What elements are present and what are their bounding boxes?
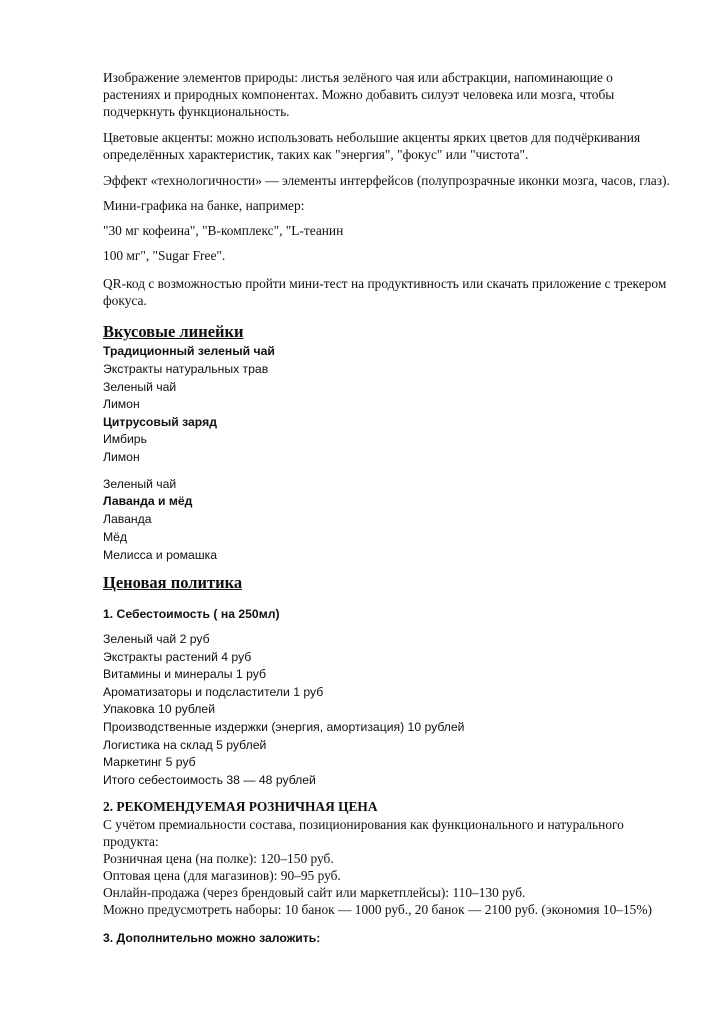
cost-item: Логистика на склад 5 рублей (103, 738, 267, 752)
intro-line: 100 мг", "Sugar Free". (103, 248, 226, 263)
flavor-ingredient: Лимон (103, 450, 140, 464)
flavor-ingredient: Экстракты натуральных трав (103, 362, 269, 376)
flavor-ingredient: Мелисса и ромашка (103, 548, 217, 562)
intro-line: растениях и природных компонентах. Можно добавить силуэт человека или мозга, чтобы (103, 87, 615, 102)
flavor-ingredient: Имбирь (103, 432, 147, 446)
intro-line: подчеркнуть функциональность. (103, 104, 290, 119)
retail-line: Можно предусмотреть наборы: 10 банок — 1000 руб., 20 банок — 2100 руб. (экономия 10–15%) (103, 902, 652, 917)
flavor-title: Традиционный зеленый чай (103, 344, 275, 358)
intro-line: Изображение элементов природы: листья зелёного чая или абстракции, напоминающие о (103, 70, 613, 85)
extra-heading: 3. Дополнительно можно заложить: (103, 931, 321, 945)
intro-line: QR-код с возможностью пройти мини-тест на продуктивность или скачать приложение с трекером (103, 276, 667, 291)
cost-heading: 1. Себестоимость ( на 250мл) (103, 607, 280, 621)
retail-line: продукта: (103, 834, 159, 849)
intro-line: фокуса. (103, 293, 147, 308)
cost-item: Маркетинг 5 руб (103, 755, 196, 769)
retail-line: Оптовая цена (для магазинов): 90–95 руб. (103, 868, 341, 883)
cost-item: Зеленый чай 2 руб (103, 632, 210, 646)
flavor-ingredient: Лимон (103, 397, 140, 411)
cost-total: Итого себестоимость 38 — 48 рублей (103, 773, 316, 787)
cost-item: Ароматизаторы и подсластители 1 руб (103, 685, 324, 699)
intro-line: "30 мг кофеина", "B-комплекс", "L-теанин (103, 223, 344, 238)
intro-line: Цветовые акценты: можно использовать небольшие акценты ярких цветов для подчёркивания (103, 130, 641, 145)
retail-line: Онлайн-продажа (через брендовый сайт или маркетплейсы): 110–130 руб. (103, 885, 526, 900)
flavor-ingredient: Зеленый чай (103, 477, 177, 491)
flavor-ingredient: Лаванда (103, 512, 152, 526)
flavor-ingredient: Мёд (103, 530, 128, 544)
flavors-heading: Вкусовые линейки (103, 322, 244, 341)
cost-item: Экстракты растений 4 руб (103, 650, 252, 664)
cost-item: Производственные издержки (энергия, амортизация) 10 рублей (103, 720, 465, 734)
pricing-heading: Ценовая политика (103, 573, 243, 592)
flavor-title: Цитрусовый заряд (103, 415, 217, 429)
retail-heading: 2. РЕКОМЕНДУЕМАЯ РОЗНИЧНАЯ ЦЕНА (103, 799, 378, 814)
intro-line: определённых характеристик, таких как "энергия", "фокус" или "чистота". (103, 147, 529, 162)
cost-item: Упаковка 10 рублей (103, 702, 216, 716)
cost-item: Витамины и минералы 1 руб (103, 667, 266, 681)
flavor-ingredient: Зеленый чай (103, 380, 177, 394)
intro-line: Эффект «технологичности» — элементы интерфейсов (полупрозрачные иконки мозга, часов, глаз). (103, 173, 670, 188)
retail-line: Розничная цена (на полке): 120–150 руб. (103, 851, 334, 866)
intro-line: Мини-графика на банке, например: (103, 198, 305, 213)
flavor-title: Лаванда и мёд (103, 494, 193, 508)
retail-line: С учётом премиальности состава, позиционирования как функционального и натурального (103, 817, 624, 832)
